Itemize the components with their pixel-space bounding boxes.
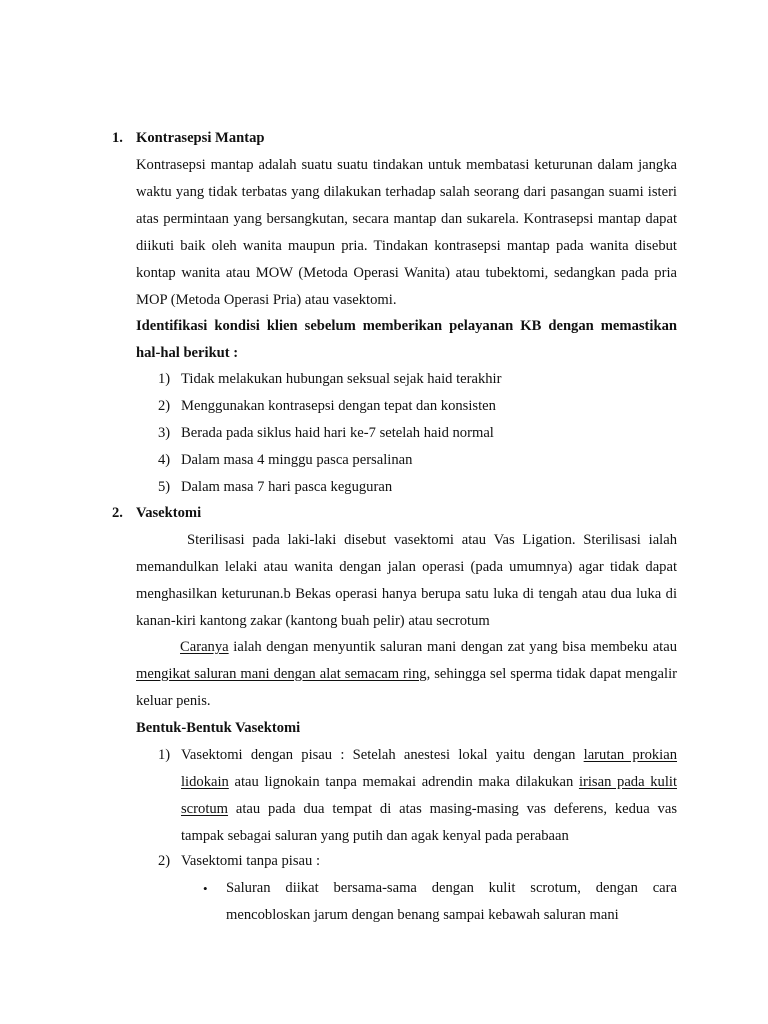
list-number: 2) [158,398,171,414]
list-item [158,742,677,850]
bentuk-vasektomi-heading: Bentuk-Bentuk Vasektomi [136,720,301,736]
list-item [158,366,677,393]
section-2-number: 2. [112,505,123,521]
paragraph-text: ialah dengan menyuntik saluran mani dengan zat yang bisa membeku atau [228,639,677,655]
identification-heading: Identifikasi kondisi klien sebelum memberikan pelayanan KB dengan memastikan hal-hal berikut : [136,318,677,361]
vasektomi-paragraph-1: Sterilisasi pada laki-laki disebut vasektomi atau Vas Ligation. Sterilisasi ialah memandulkan lelaki atau wanita dengan jalan operasi (pada umumnya) agar tidak dapat menghasilkan keturunan.b Bekas operasi hanya berupa satu luka di tengah atau dua luka di kanan-kiri kantong zakar (kantong buah pelir) atau secrotum [136,532,677,629]
section-1-heading: Kontrasepsi Mantap [136,130,265,146]
list-number: 4) [158,452,171,468]
bullet-icon: • [203,881,208,896]
list-number: 2) [158,853,171,869]
text-part: Vasektomi dengan pisau : Setelah anestesi lokal yaitu dengan [181,747,584,763]
list-item [158,474,677,501]
list-item [158,447,677,474]
list-text: Dalam masa 4 minggu pasca persalinan [181,452,413,468]
underlined-term: mengikat saluran mani dengan alat semacam ring [136,666,427,682]
underlined-term: Caranya [180,639,229,655]
list-number: 3) [158,425,171,441]
bullet-text: Saluran diikat bersama-sama dengan kulit scrotum, dengan cara mencobloskan jarum dengan benang sampai kebawah saluran mani [226,880,677,923]
list-number: 1) [158,371,171,387]
list-text [181,742,677,850]
list-text: Vasektomi tanpa pisau : [181,853,321,869]
text-part: atau lignokain tanpa memakai adrendin maka dilakukan [228,774,579,790]
list-item [158,420,677,447]
list-item [158,848,677,875]
list-text: Tidak melakukan hubungan seksual sejak haid terakhir [181,371,502,387]
section-1-paragraph: Kontrasepsi mantap adalah suatu suatu tindakan untuk membatasi keturunan dalam jangka waktu yang tidak terbatas yang dilakukan terhadap salah seorang dari pasangan suami isteri atas permintaan yang bersangkutan, secara mantap dan sukarela. Kontrasepsi mantap dapat diikuti baik oleh wanita maupun pria. Tindakan kontrasepsi mantap pada wanita disebut kontap wanita atau MOW (Metoda Operasi Wanita) atau tubektomi, sedangkan pada pria MOP (Metoda Operasi Pria) atau vasektomi. [136,157,677,308]
underlined-term: larutan prokian lidokain [181,747,678,790]
list-number: 5) [158,479,171,495]
list-number: 1) [158,747,171,763]
section-1-number: 1. [112,130,123,146]
underlined-term: irisan pada kulit scrotum [181,774,678,817]
list-text: Menggunakan kontrasepsi dengan tepat dan konsisten [181,398,496,414]
paragraph-text: , sehingga sel sperma tidak dapat mengalir keluar penis. [136,666,678,709]
section-2-heading: Vasektomi [136,505,202,521]
vasektomi-paragraph-2 [136,634,677,715]
text-part: atau pada dua tempat di atas masing-masing vas deferens, kedua vas tampak sebagai saluran yang putih dan agak kenyal pada perabaan [181,801,677,844]
list-text: Dalam masa 7 hari pasca keguguran [181,479,393,495]
list-text: Berada pada siklus haid hari ke-7 setelah haid normal [181,425,494,441]
bullet-item [203,875,677,929]
list-item [158,393,677,420]
